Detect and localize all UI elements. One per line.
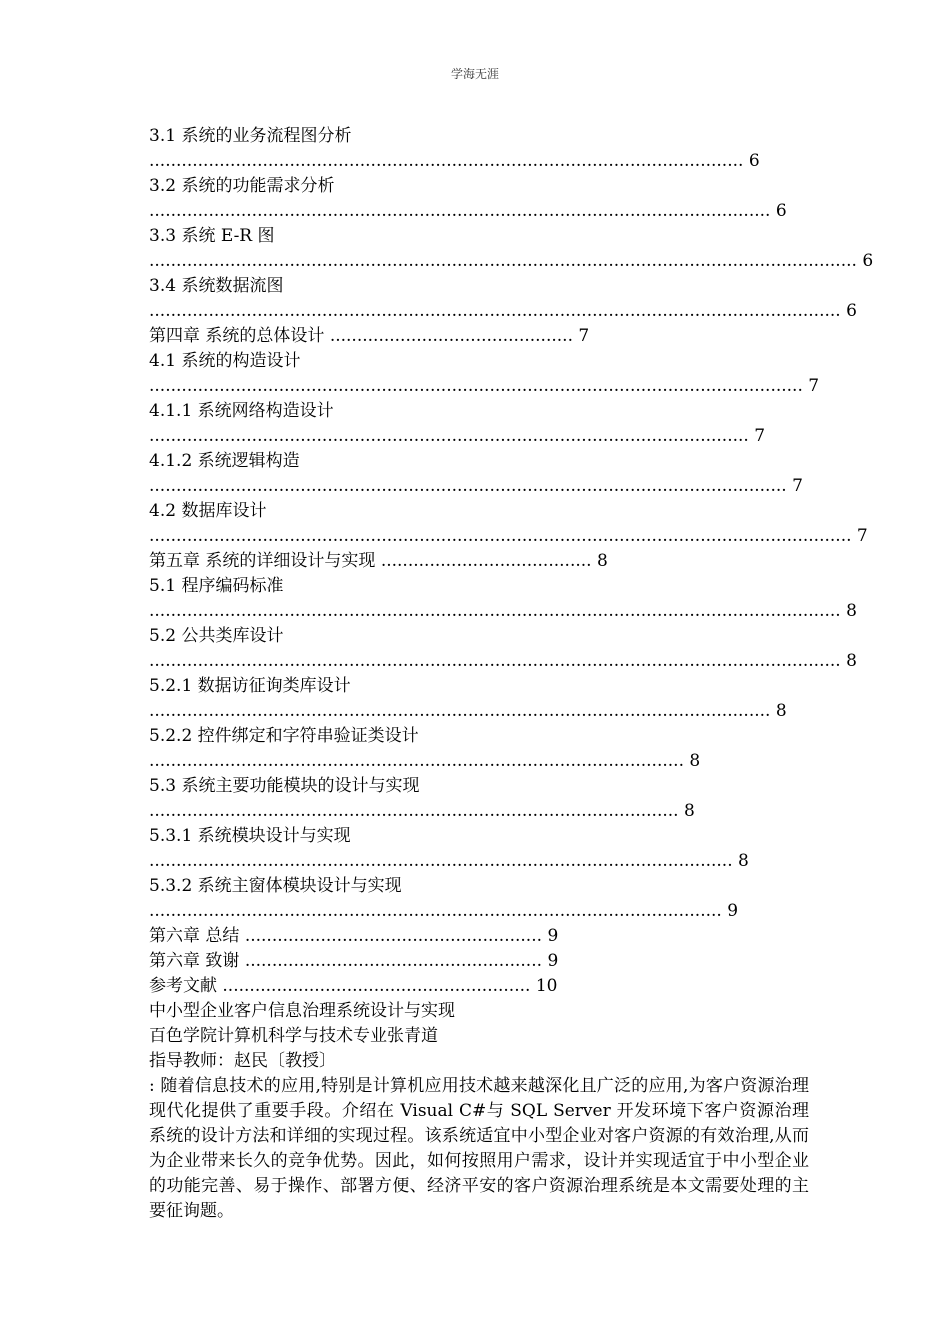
toc-entry-title: 5.2 公共类库设计 bbox=[149, 626, 284, 646]
toc-entry[interactable] bbox=[149, 974, 809, 999]
toc-entry[interactable] bbox=[149, 724, 809, 774]
toc-entry[interactable] bbox=[149, 574, 857, 624]
toc-entry-title: 4.1 系统的构造设计 bbox=[149, 351, 301, 371]
toc-page-number: 8 bbox=[596, 551, 608, 571]
toc-entry-title: 第四章 系统的总体设计 bbox=[149, 326, 325, 346]
toc-leader-dots: ......................................................... bbox=[222, 976, 531, 996]
toc-leader-dots: ....................................... bbox=[380, 551, 592, 571]
toc-entry[interactable] bbox=[149, 774, 809, 824]
toc-entry-title: 3.1 系统的业务流程图分析 bbox=[149, 126, 352, 146]
toc-page-number: 7 bbox=[808, 376, 820, 396]
toc-entry[interactable] bbox=[149, 399, 809, 449]
toc-leader-dots: ................................................................................................................................ bbox=[149, 301, 841, 321]
toc-entry[interactable] bbox=[149, 324, 809, 349]
toc-entry-title: 5.2.1 数据访征询类库设计 bbox=[149, 676, 351, 696]
toc-entry[interactable] bbox=[149, 674, 809, 724]
toc-page-number: 9 bbox=[547, 926, 559, 946]
toc-page-number: 6 bbox=[862, 251, 874, 271]
toc-leader-dots: ................................................................................................................... bbox=[149, 701, 771, 721]
toc-entry-title: 3.2 系统的功能需求分析 bbox=[149, 176, 335, 196]
toc-leader-dots: ............................................. bbox=[329, 326, 573, 346]
toc-leader-dots: ....................................................... bbox=[244, 951, 543, 971]
document-body bbox=[149, 124, 874, 1224]
toc-leader-dots: .............................................................................................................. bbox=[149, 151, 744, 171]
toc-page-number: 8 bbox=[683, 801, 695, 821]
toc-leader-dots: .......................................................................................................... bbox=[149, 901, 722, 921]
toc-page-number: 6 bbox=[748, 151, 760, 171]
toc-leader-dots: ......................................................................................................................... bbox=[149, 376, 803, 396]
toc-leader-dots: ................................................................................................................................ bbox=[149, 601, 841, 621]
abstract-text: : 随着信息技术的应用,特别是计算机应用技术越来越深化且广泛的应用,为客户资源治理现代化提供了重要手段。介绍在 Visual C#与 SQL Server 开发环境下客户资源治理系统的设计方法和详细的实现过程。该系统适宜中小型企业对客户资源的有效治理,从而为企业带来长久的竞争优势。因此，如何按照用户需求，设计并实现适宜于中小型企业的功能完善、易于操作、部署方便、经济平安的客户资源治理系统是本文需要处理的主要征询题。 bbox=[149, 1076, 809, 1221]
toc-leader-dots: ............................................................................................................ bbox=[149, 851, 733, 871]
toc-page-number: 10 bbox=[535, 976, 558, 996]
toc-entry-title: 5.3 系统主要功能模块的设计与实现 bbox=[149, 776, 420, 796]
toc-leader-dots: ............................................................................................................... bbox=[149, 426, 749, 446]
table-of-contents bbox=[149, 124, 874, 999]
toc-leader-dots: ....................................................... bbox=[244, 926, 543, 946]
advisor-line: 指导教师：赵民〔教授〕 bbox=[149, 1051, 336, 1071]
toc-entry-title: 参考文献 bbox=[149, 976, 217, 996]
toc-leader-dots: .................................................................................................................................. bbox=[149, 526, 852, 546]
toc-entry-title: 5.2.2 控件绑定和字符串验证类设计 bbox=[149, 726, 419, 746]
toc-entry-title: 第六章 致谢 bbox=[149, 951, 240, 971]
toc-leader-dots: ................................................................................................................................... bbox=[149, 251, 857, 271]
toc-entry-title: 第六章 总结 bbox=[149, 926, 240, 946]
toc-entry-title: 3.3 系统 E-R 图 bbox=[149, 226, 275, 246]
toc-entry[interactable] bbox=[149, 824, 809, 874]
toc-entry[interactable] bbox=[149, 624, 857, 674]
toc-entry[interactable] bbox=[149, 949, 809, 974]
toc-entry[interactable] bbox=[149, 274, 857, 324]
toc-page-number: 7 bbox=[792, 476, 803, 496]
toc-entry[interactable] bbox=[149, 499, 868, 549]
toc-entry-title: 3.4 系统数据流图 bbox=[149, 276, 284, 296]
paper-title: 中小型企业客户信息治理系统设计与实现 bbox=[149, 1001, 455, 1021]
toc-leader-dots: ................................................................................................................................ bbox=[149, 651, 841, 671]
page-header: 学海无涯 bbox=[450, 67, 499, 81]
toc-page-number: 9 bbox=[727, 901, 739, 921]
toc-entry-title: 第五章 系统的详细设计与实现 bbox=[149, 551, 376, 571]
toc-entry[interactable] bbox=[149, 874, 809, 924]
toc-leader-dots: ................................................................................................................... bbox=[149, 201, 771, 221]
author-line: 百色学院计算机科学与技术专业张青道 bbox=[149, 1026, 438, 1046]
toc-leader-dots: ................................................................................................... bbox=[149, 751, 684, 771]
toc-entry-title: 4.2 数据库设计 bbox=[149, 501, 267, 521]
toc-page-number: 7 bbox=[754, 426, 766, 446]
toc-entry[interactable] bbox=[149, 124, 809, 174]
toc-page-number: 7 bbox=[578, 326, 590, 346]
toc-entry[interactable] bbox=[149, 224, 874, 274]
toc-entry[interactable] bbox=[149, 349, 820, 399]
toc-page-number: 8 bbox=[775, 701, 787, 721]
toc-entry[interactable] bbox=[149, 449, 809, 499]
toc-leader-dots: ...................................................................................................................... bbox=[149, 476, 787, 496]
toc-page-number: 8 bbox=[738, 851, 749, 871]
toc-entry-title: 5.1 程序编码标准 bbox=[149, 576, 284, 596]
toc-entry[interactable] bbox=[149, 924, 809, 949]
toc-entry[interactable] bbox=[149, 174, 809, 224]
toc-page-number: 6 bbox=[846, 301, 857, 321]
toc-page-number: 8 bbox=[846, 651, 857, 671]
toc-page-number: 7 bbox=[856, 526, 868, 546]
toc-page-number: 8 bbox=[689, 751, 701, 771]
toc-page-number: 8 bbox=[846, 601, 857, 621]
toc-page-number: 9 bbox=[547, 951, 559, 971]
toc-page-number: 6 bbox=[775, 201, 787, 221]
toc-entry-title: 4.1.1 系统网络构造设计 bbox=[149, 401, 334, 421]
toc-entry-title: 5.3.2 系统主窗体模块设计与实现 bbox=[149, 876, 402, 896]
toc-entry-title: 5.3.1 系统模块设计与实现 bbox=[149, 826, 351, 846]
toc-entry-title: 4.1.2 系统逻辑构造 bbox=[149, 451, 300, 471]
toc-entry[interactable] bbox=[149, 549, 809, 574]
toc-leader-dots: .................................................................................................. bbox=[149, 801, 679, 821]
